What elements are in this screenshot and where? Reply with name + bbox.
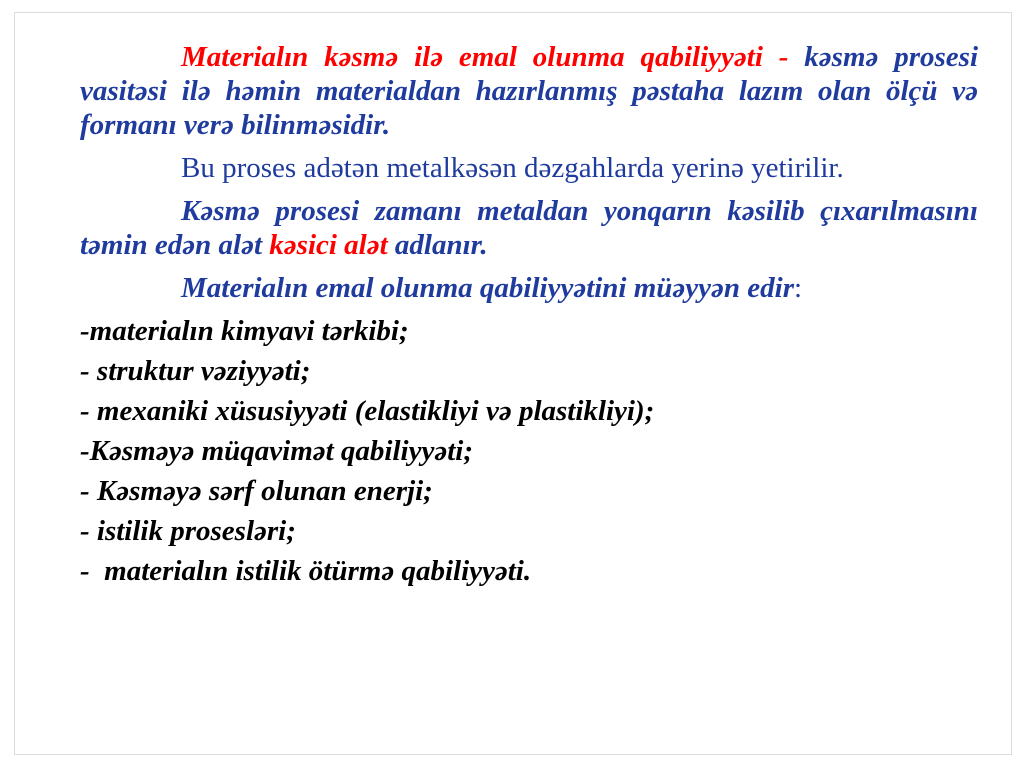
process-paragraph: Bu proses adətən metalkəsən dəzgahlarda yerinə yetirilir. <box>181 152 844 184</box>
cutting-tool-text-before: Kəsmə prosesi zamanı metaldan yonqarın kəsilib çıxarılmasını təmin edən alət <box>80 195 978 261</box>
definition-paragraph <box>80 40 978 142</box>
factor-item: -materialın kimyavi tərkibi; <box>80 315 409 347</box>
factor-item: - mexaniki xüsusiyyəti (elastikliyi və plastikliyi); <box>80 395 655 427</box>
factor-item: - istilik prosesləri; <box>80 515 296 547</box>
factor-item: - materialın istilik ötürmə qabiliyyəti. <box>80 555 532 587</box>
definition-term: Materialın kəsmə ilə emal olunma qabiliyyəti - <box>181 41 789 73</box>
factor-item: -Kəsməyə müqavimət qabiliyyəti; <box>80 435 473 467</box>
factors-intro-colon: : <box>794 272 803 304</box>
cutting-tool-paragraph <box>80 194 978 262</box>
definition-text: kəsmə prosesi vasitəsi ilə həmin materialdan hazırlanmış pəstaha lazım olan ölçü və formanı verə bilinməsidir. <box>80 41 979 141</box>
slide-content <box>80 40 978 594</box>
cutting-tool-highlight: kəsici alət <box>269 229 388 261</box>
factor-item: - struktur vəziyyəti; <box>80 355 311 387</box>
factors-intro-paragraph <box>80 271 978 305</box>
factor-item: - Kəsməyə sərf olunan enerji; <box>80 475 433 507</box>
factors-list <box>80 314 978 588</box>
factors-intro-text: Materialın emal olunma qabiliyyətini müəyyən edir <box>181 272 795 304</box>
cutting-tool-text-after: adlanır. <box>387 229 488 261</box>
